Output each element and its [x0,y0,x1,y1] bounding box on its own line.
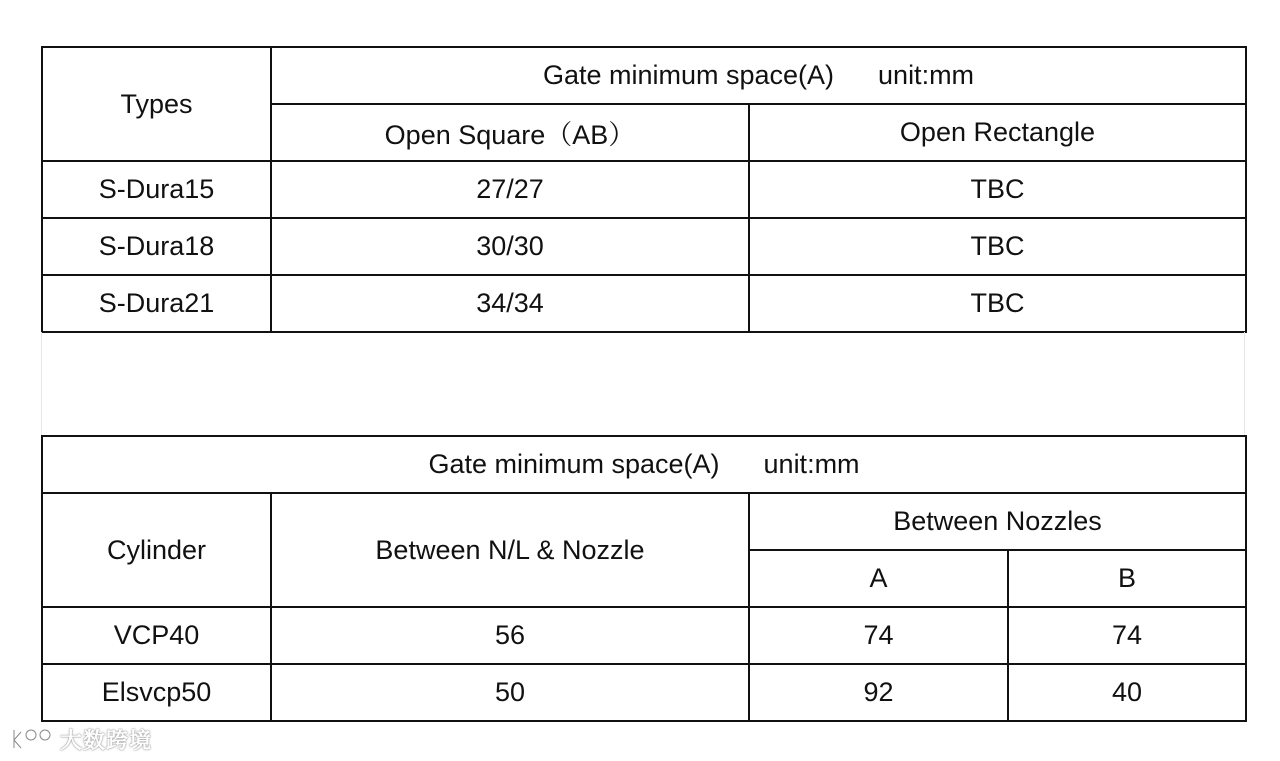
brand-logo-icon [10,726,56,752]
table2-title-cell [42,436,1246,493]
between-nozzles-header: Between Nozzles [749,493,1246,550]
table1-title: Gate minimum space(A) [542,60,835,90]
table-row [42,493,1246,550]
b-cell: 74 [1008,607,1246,664]
open-square-cell: 34/34 [271,275,749,332]
type-cell: S-Dura15 [42,161,271,218]
between-nl-cell: 56 [271,607,749,664]
open-rectangle-header: Open Rectangle [749,104,1246,161]
cylinder-cell: Elsvcp50 [42,664,271,721]
gate-space-table-types [41,46,1247,333]
b-cell: 40 [1008,664,1246,721]
open-square-cell: 30/30 [271,218,749,275]
types-header: Types [42,47,271,161]
open-rectangle-cell: TBC [749,275,1246,332]
open-square-header: Open Square（AB） [271,104,749,161]
col-a-header: A [749,550,1008,607]
open-rectangle-cell: TBC [749,218,1246,275]
cylinder-header: Cylinder [42,493,271,607]
table2-unit: unit:mm [763,449,860,479]
type-cell: S-Dura18 [42,218,271,275]
a-cell: 74 [749,607,1008,664]
watermark [10,724,152,754]
table-row [42,161,1246,218]
table-row [42,436,1246,493]
table-row [42,607,1246,664]
table-row [42,47,1246,104]
between-nl-cell: 50 [271,664,749,721]
table-row [42,275,1246,332]
table-row [42,218,1246,275]
cylinder-cell: VCP40 [42,607,271,664]
open-square-cell: 27/27 [271,161,749,218]
table1-unit: unit:mm [878,60,975,90]
between-nl-header: Between N/L & Nozzle [271,493,749,607]
table-row [42,664,1246,721]
gate-space-table-cylinder [41,435,1247,722]
a-cell: 92 [749,664,1008,721]
col-b-header: B [1008,550,1246,607]
watermark-text: 大数跨境 [60,727,153,753]
table2-title: Gate minimum space(A) [428,449,720,479]
open-rectangle-cell: TBC [749,161,1246,218]
table1-title-cell [271,47,1246,104]
table-gap [41,332,1245,435]
type-cell: S-Dura21 [42,275,271,332]
